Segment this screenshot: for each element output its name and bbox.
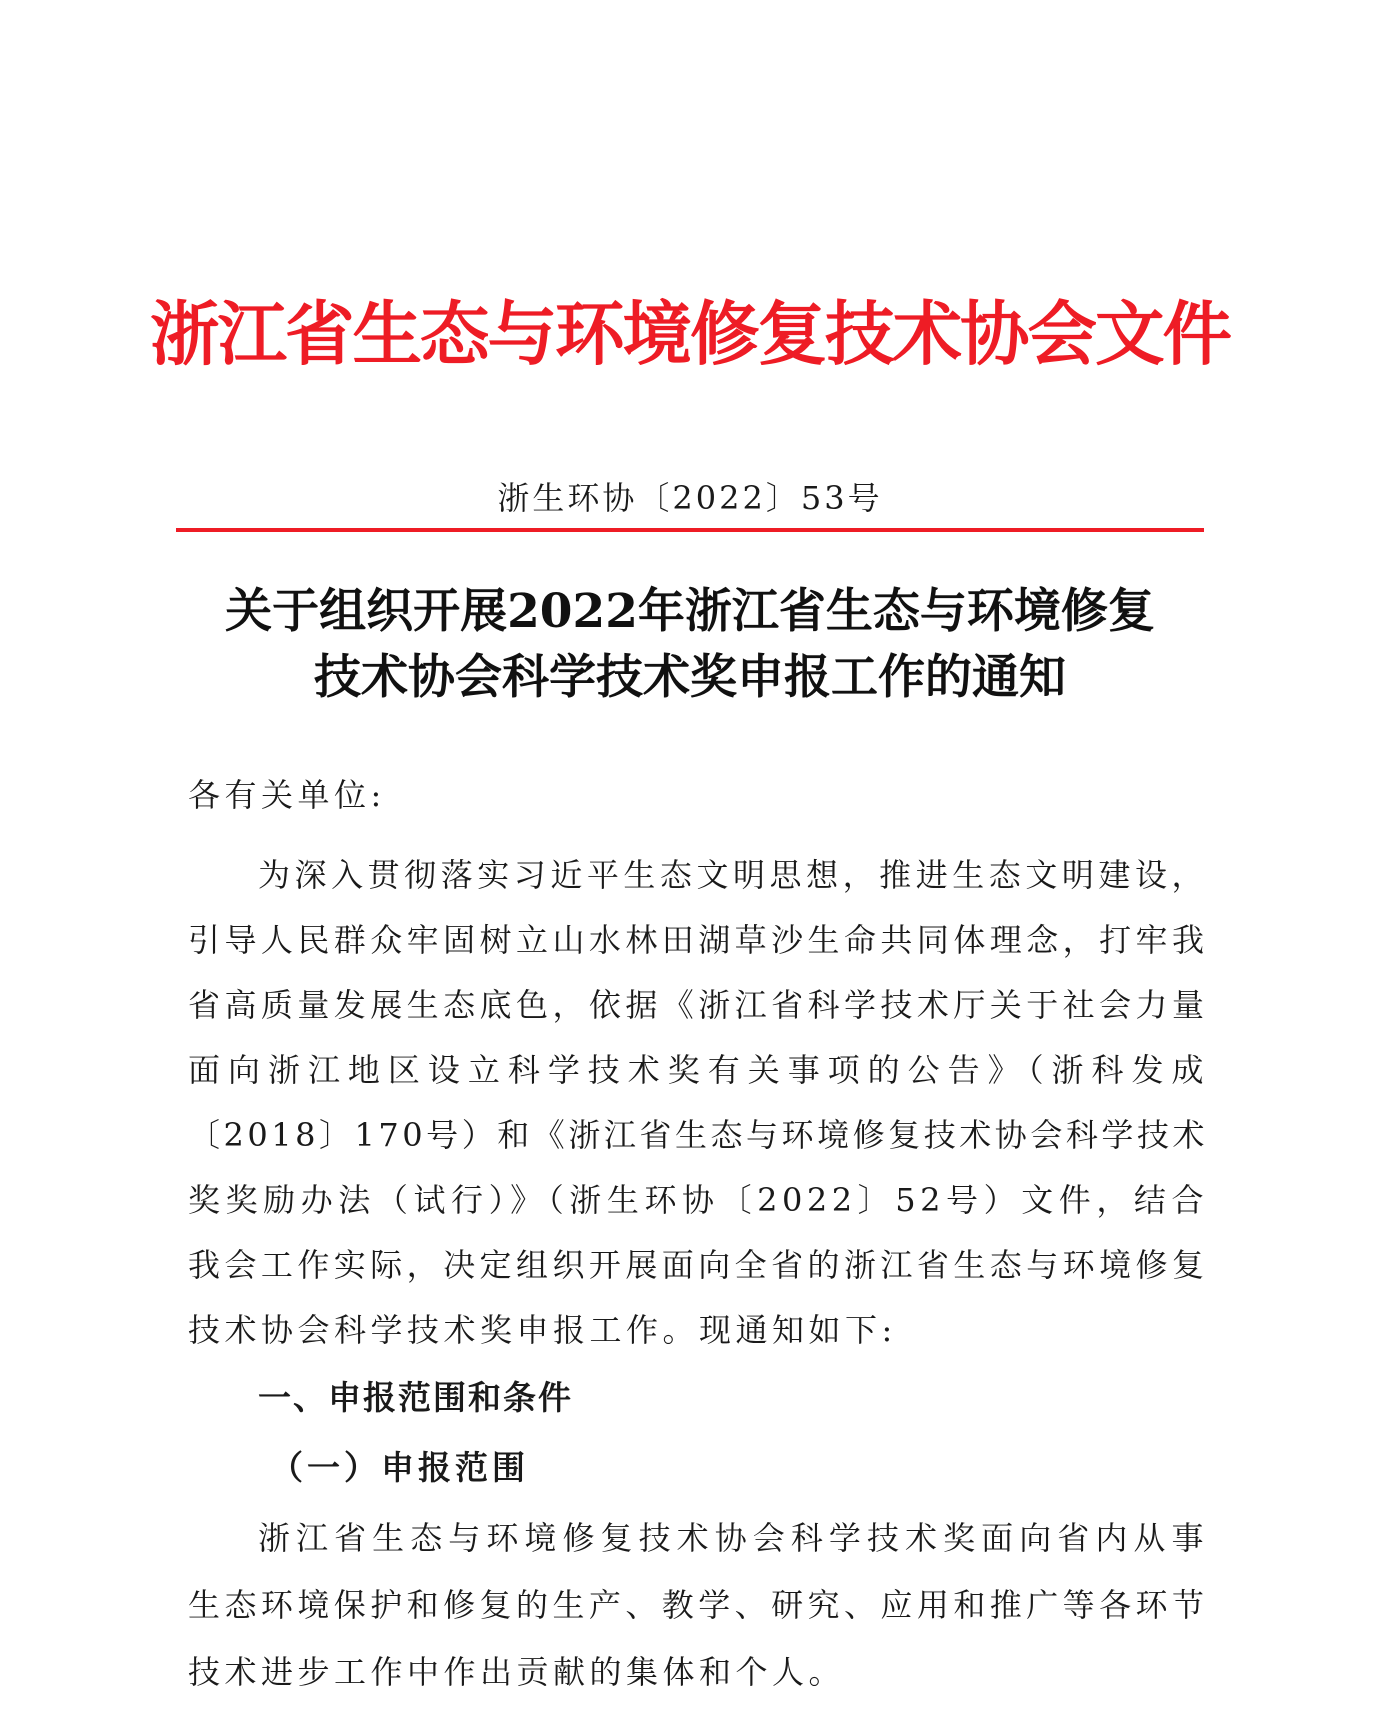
- paragraph-1-line-1: 为深入贯彻落实习近平生态文明思想，推进生态文明建设，: [258, 856, 1208, 894]
- paragraph-1-line-3: 省高质量发展生态底色，依据《浙江省科学技术厅关于社会力量: [188, 986, 1208, 1024]
- paragraph-1-line-8: 技术协会科学技术奖申报工作。现通知如下:: [188, 1311, 897, 1349]
- paragraph-2-line-3: 技术进步工作中作出贡献的集体和个人。: [188, 1653, 846, 1691]
- notice-title-line-2: 技术协会科学技术奖申报工作的通知: [314, 650, 1066, 705]
- salutation: 各有关单位:: [188, 776, 386, 814]
- paragraph-1-line-2: 引导人民群众牢固树立山水林田湖草沙生命共同体理念，打牢我: [188, 921, 1208, 959]
- paragraph-1-line-6: 奖奖励办法（试行）》（浙生环协〔2022〕52号）文件，结合: [188, 1181, 1208, 1219]
- paragraph-2-line-1: 浙江省生态与环境修复技术协会科学技术奖面向省内从事: [258, 1519, 1208, 1557]
- section-1-heading: 一、申报范围和条件: [258, 1378, 573, 1417]
- paragraph-2-line-2: 生态环境保护和修复的生产、教学、研究、应用和推广等各环节: [188, 1586, 1208, 1624]
- subsection-1-heading: （一）申报范围: [270, 1448, 529, 1487]
- notice-title-line-1: 关于组织开展2022年浙江省生态与环境修复: [225, 584, 1155, 639]
- masthead-title: 浙江省生态与环境修复技术协会文件: [150, 294, 1230, 375]
- paragraph-1-line-4: 面向浙江地区设立科学技术奖有关事项的公告》（浙科发成: [188, 1051, 1208, 1089]
- red-divider-line: [176, 528, 1204, 532]
- paragraph-1-line-5: 〔2018〕170号）和《浙江省生态与环境修复技术协会科学技术: [188, 1116, 1208, 1154]
- paragraph-1-line-7: 我会工作实际，决定组织开展面向全省的浙江省生态与环境修复: [188, 1246, 1208, 1284]
- document-number: 浙生环协〔2022〕53号: [497, 479, 883, 517]
